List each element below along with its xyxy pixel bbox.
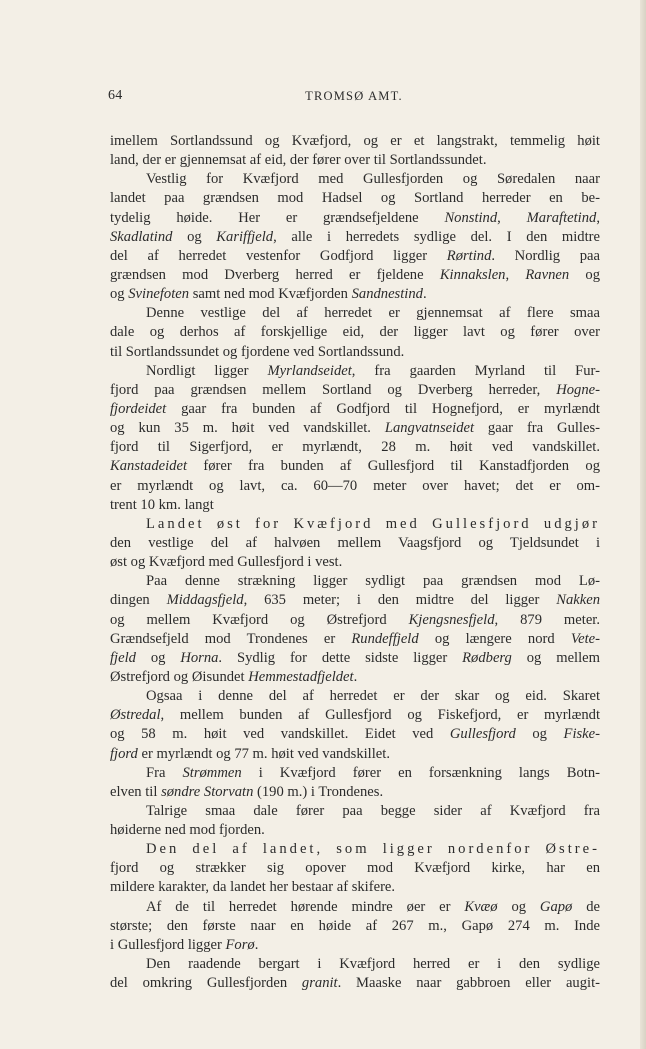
text-line: land, der er gjennemsat af eid, der fører over til Sortlandssundet. [110, 152, 487, 169]
text-line: Nordligt ligger Myrlandseidet, fra gaarden Myrland til Fur- [146, 362, 600, 379]
text-line: og mellem Kvæfjord og Østrefjord Kjengsnesfjeld, 879 meter. [110, 611, 600, 628]
text-line: Af de til herredet hørende mindre øer er Kvæø og Gapø de [146, 898, 600, 915]
text-line: i Gullesfjord ligger Forø. [110, 936, 259, 953]
text-line: mildere karakter, da landet her bestaar af skifere. [110, 879, 396, 896]
text-line: fjord paa grændsen mellem Sortland og Dverberg herreder, Hogne- [110, 381, 600, 398]
text-line: Talrige smaa dale fører paa begge sider af Kvæfjord fra [146, 802, 600, 819]
text-line: er myrlændt og lavt, ca. 60—70 meter over havet; det er om- [110, 477, 600, 494]
text-line: Ogsaa i denne del af herredet er der skar og eid. Skaret [146, 688, 600, 705]
page-number: 64 [108, 88, 123, 103]
text-line: og Svinefoten samt ned mod Kvæfjorden Sandnestind. [110, 286, 427, 303]
text-line: til Sortlandssundet og fjordene ved Sortlandssund. [110, 343, 405, 360]
text-line: Denne vestlige del af herredet er gjennemsat af flere smaa [146, 305, 600, 322]
text-line: den vestlige del af halvøen mellem Vaagsfjord og Tjeldsundet i [110, 534, 600, 551]
text-line: trent 10 km. langt [110, 496, 214, 513]
text-line: Landet øst for Kvæfjord med Gullesfjord udgjør [146, 515, 600, 532]
text-line: landet paa grændsen mod Hadsel og Sortland herreder en be- [110, 190, 600, 207]
body-text [110, 132, 600, 993]
text-line: Skadlatind og Kariffjeld, alle i herredets sydlige del. I den midtre [110, 228, 600, 245]
text-line: Fra Strømmen i Kvæfjord fører en forsænkning langs Botn- [146, 764, 600, 781]
text-line: grændsen mod Dverberg herred er fjeldene Kinnakslen, Ravnen og [110, 266, 600, 283]
text-line: fjord og strækker sig opover mod Kvæfjord kirke, har en [110, 860, 600, 877]
text-line: fjord til Sigerfjord, er myrlændt, 28 m. høit ved vandskillet. [110, 439, 600, 456]
text-line: og kun 35 m. høit ved vandskillet. Langvatnseidet gaar fra Gulles- [110, 420, 600, 437]
text-line: fjordeidet gaar fra bunden af Godfjord til Hognefjord, er myrlændt [110, 400, 600, 417]
text-line: Den raadende bergart i Kvæfjord herred er i den sydlige [146, 956, 600, 973]
text-line: Vestlig for Kvæfjord med Gullesfjorden og Søredalen naar [146, 171, 600, 188]
page-edge [640, 0, 646, 1049]
text-line: Paa denne strækning ligger sydligt paa grændsen mod Lø- [146, 573, 600, 590]
text-line: Kanstadeidet fører fra bunden af Gullesfjord til Kanstadfjorden og [110, 458, 600, 475]
text-line: høiderne ned mod fjorden. [110, 822, 265, 839]
text-line: tydelig høide. Her er grændsefjeldene Nonstind, Maraftetind, [110, 209, 600, 226]
text-line: dingen Middagsfjeld, 635 meter; i den midtre del ligger Nakken [110, 592, 600, 609]
text-line: elven til søndre Storvatn (190 m.) i Trondenes. [110, 783, 384, 800]
text-line: imellem Sortlandssund og Kvæfjord, og er et langstrakt, temmelig høit [110, 133, 600, 149]
text-line: Østrefjord og Øisundet Hemmestadfjeldet. [110, 668, 358, 685]
text-line: fjeld og Horna. Sydlig for dette sidste ligger Rødberg og mellem [110, 649, 600, 666]
text-line: Grændsefjeld mod Trondenes er Rundeffjeld og længere nord Vete- [110, 630, 600, 647]
text-line: Den del af landet, som ligger nordenfor Østre- [146, 841, 600, 858]
text-line: øst og Kvæfjord med Gullesfjord i vest. [110, 554, 343, 571]
text-line: del af herredet vestenfor Godfjord ligger Rørtind. Nordlig paa [110, 247, 600, 264]
text-line: fjord er myrlændt og 77 m. høit ved vandskillet. [110, 745, 390, 762]
running-head: TROMSØ AMT. [305, 89, 403, 103]
text-line: Østredal, mellem bunden af Gullesfjord og Fiskefjord, er myrlændt [110, 707, 600, 724]
page-header [108, 88, 600, 106]
text-line: del omkring Gullesfjorden granit. Maaske naar gabbroen eller augit- [110, 975, 600, 992]
text-line: dale og derhos af forskjellige eid, der ligger lavt og fører over [110, 324, 600, 341]
text-line: største; den første naar en høide af 267 m., Gapø 274 m. Inde [110, 917, 600, 934]
text-line: og 58 m. høit ved vandskillet. Eidet ved Gullesfjord og Fiske- [110, 726, 600, 743]
